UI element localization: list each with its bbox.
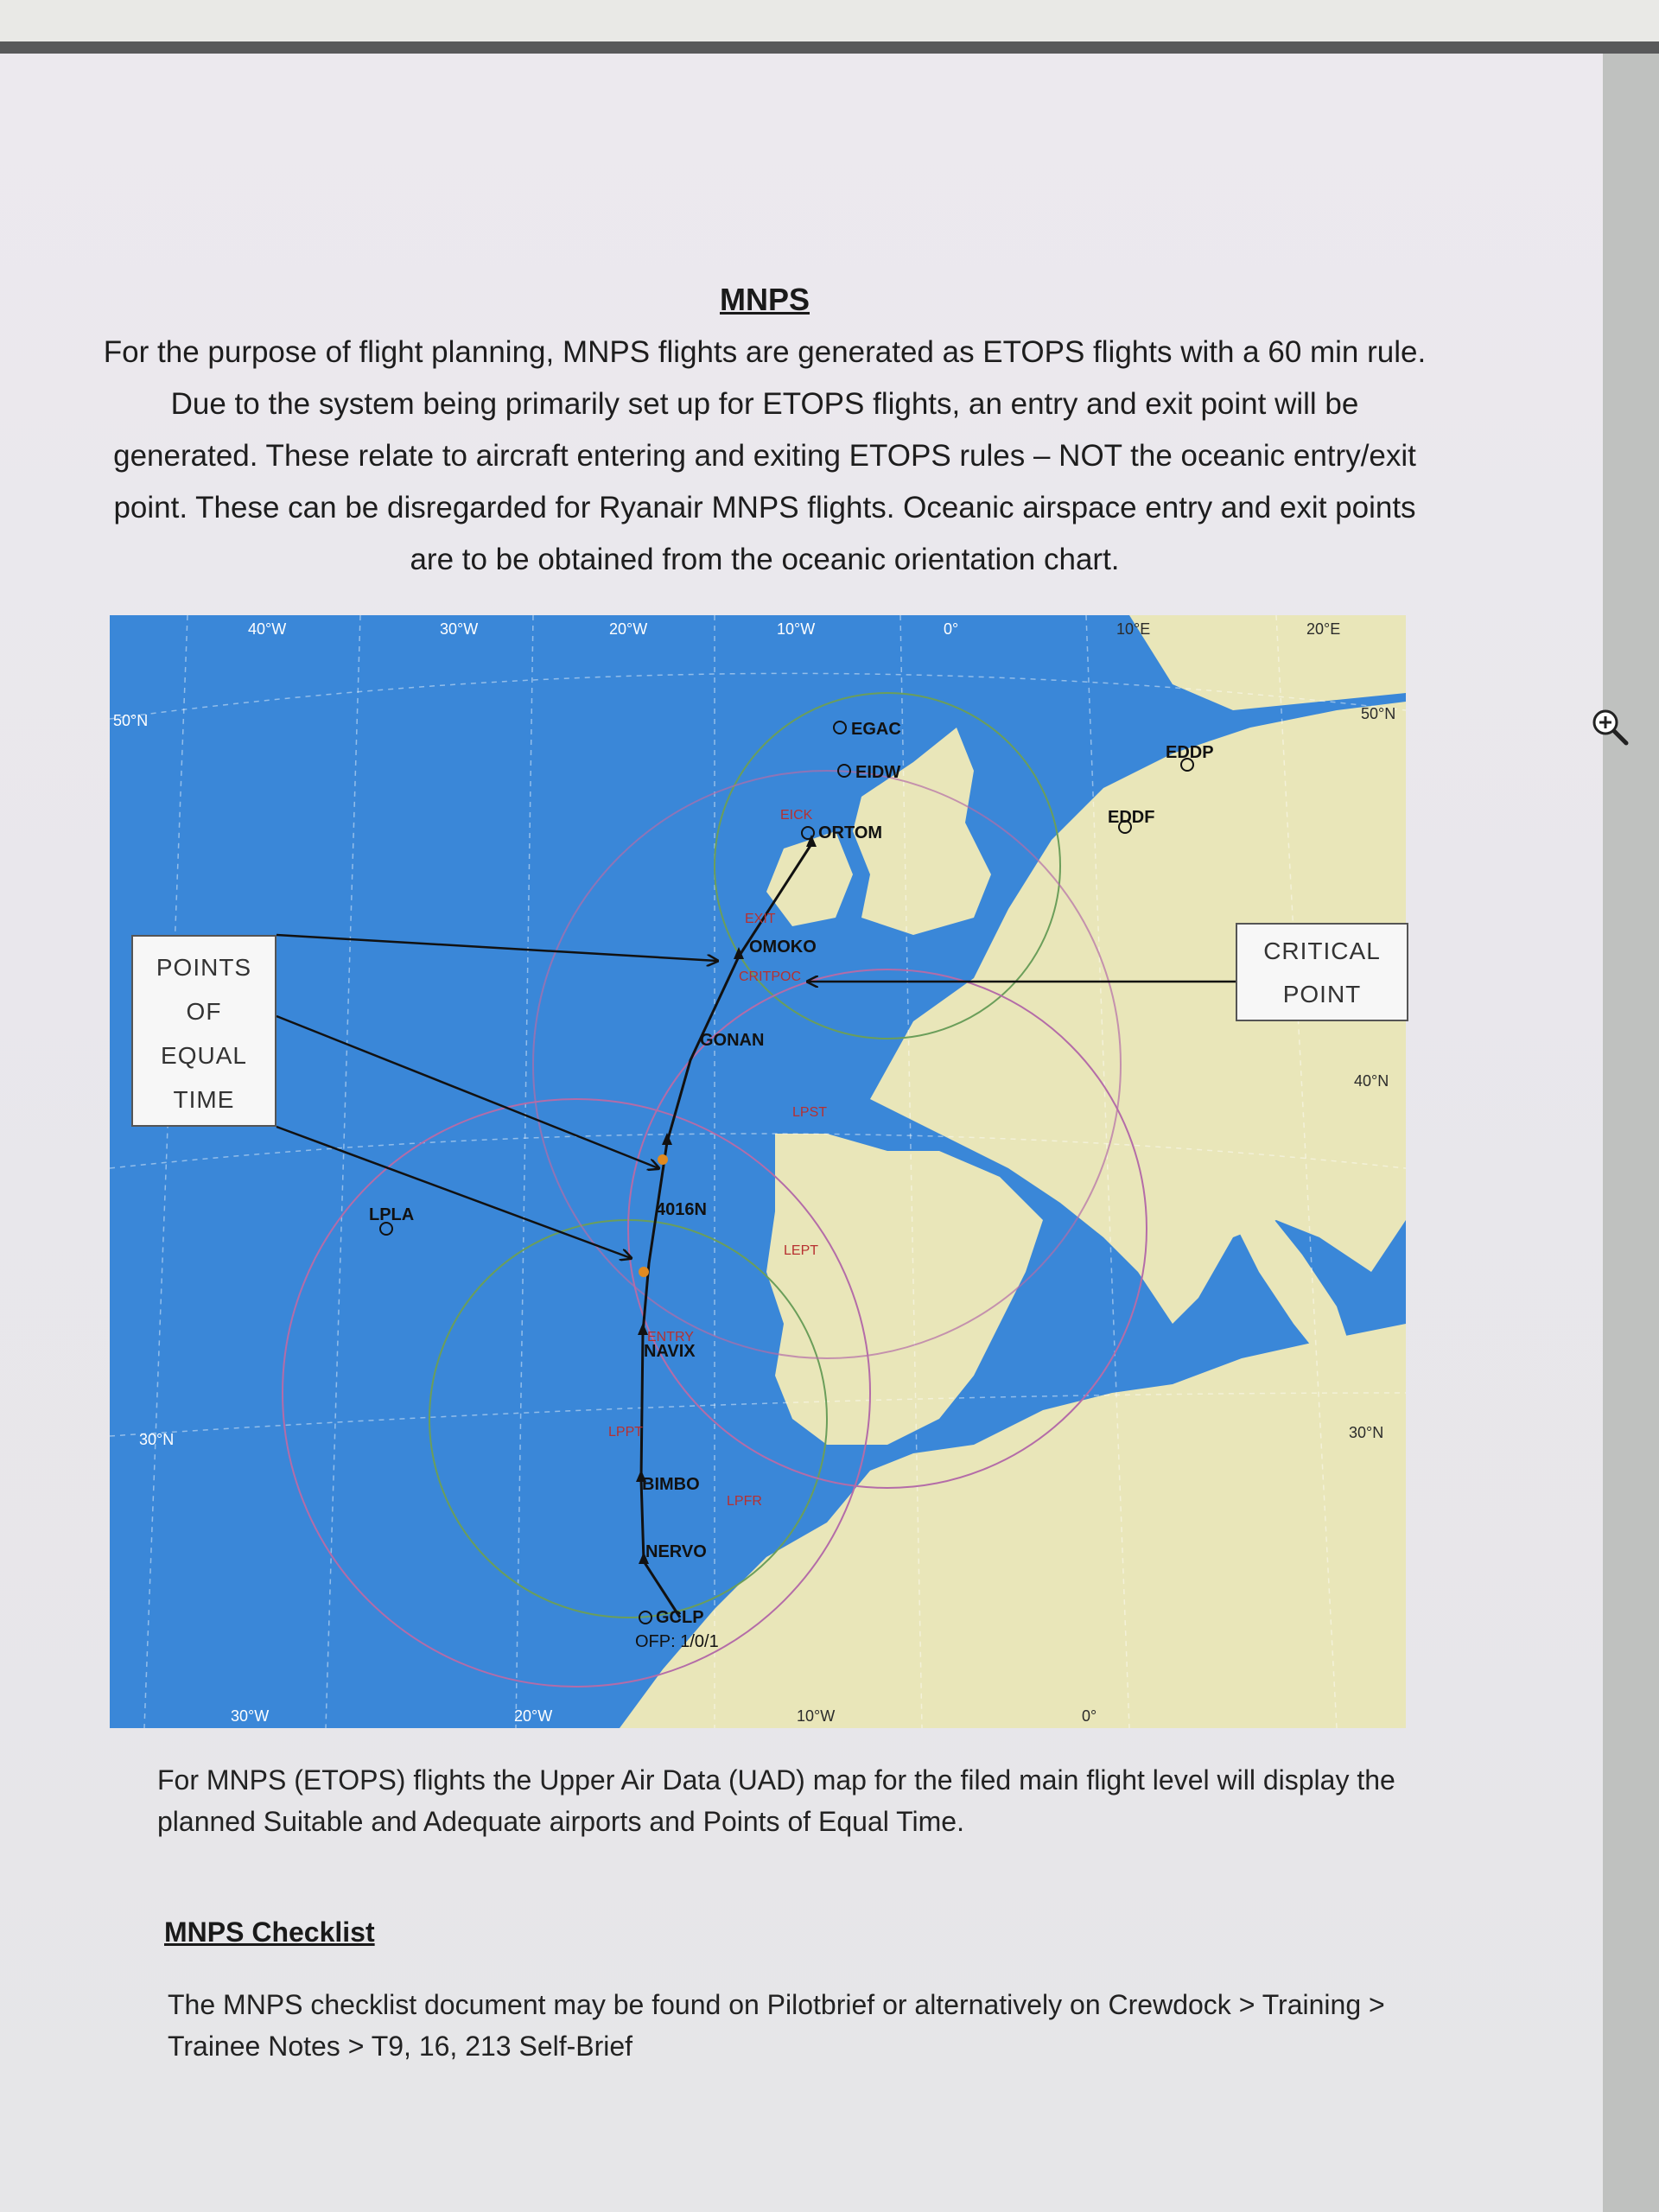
callout-line: OF [186,998,222,1025]
points-of-equal-time-callout [131,935,276,1127]
lon-label-bottom: 20°W [514,1707,553,1725]
airport-lppt-label: LPPT [608,1425,644,1440]
lon-label-top: 40°W [248,620,287,638]
ofp-label: OFP: 1/0/1 [635,1632,719,1651]
waypoint-entry-label: ENTRY [647,1330,694,1344]
lat-label-right: 50°N [1361,705,1396,722]
waypoint-omoko-label: OMOKO [749,938,817,957]
checklist-paragraph: The MNPS checklist document may be found on Pilotbrief or alternatively on Crewdock > Training > Trainee Notes > T9, 16, 213 Self-Brief [168,1989,1385,2062]
map-caption: For MNPS (ETOPS) flights the Upper Air Data (UAD) map for the filed main flight level will display the planned Suitable and Adequate airports and Points of Equal Time. [157,1764,1395,1837]
lon-label-top: 10°W [777,620,816,638]
poet-2-marker [639,1267,649,1277]
airport-gclp-label: GCLP [656,1608,704,1627]
lon-label-top: 20°E [1306,620,1341,638]
waypoint-exit-label: EXIT [745,912,776,926]
document-margin [1603,54,1659,2212]
lat-label-right: 40°N [1354,1072,1389,1090]
waypoint-eidw-label: EIDW [855,763,901,782]
lon-label-top: 0° [944,620,959,638]
lon-label-top: 10°E [1116,620,1151,638]
airport-eddf-label: EDDF [1108,808,1155,827]
lon-label-bottom: 30°W [231,1707,270,1725]
lon-label-top: 20°W [609,620,648,638]
window-frame-border [0,41,1659,54]
lat-label-left: 30°N [139,1431,175,1448]
waypoint-nervo-label: NERVO [645,1542,707,1561]
zoom-in-icon[interactable] [1590,707,1630,747]
airport-lpla-label: LPLA [369,1205,415,1224]
lat-label-left: 50°N [113,712,149,729]
lon-label-bottom: 0° [1082,1707,1097,1725]
callout-line: POINTS [156,954,252,981]
uad-route-map [110,615,1406,1728]
critical-point-callout [1236,923,1408,1021]
airport-eick-label: EICK [780,808,813,823]
waypoint-ortom-label: ORTOM [818,823,883,842]
lon-label-bottom: 10°W [797,1707,836,1725]
waypoint-egac-label: EGAC [851,720,901,739]
critical-point-label: CRITPOC [739,969,801,984]
airport-lpfr-label: LPFR [727,1494,762,1509]
callout-line: POINT [1282,981,1362,1007]
callout-line: TIME [173,1086,235,1113]
lon-label-top: 30°W [440,620,479,638]
airport-lept-label: LEPT [784,1243,819,1258]
poet-1-marker [658,1154,668,1165]
waypoint-gonan-label: GONAN [700,1031,765,1050]
airport-eddp-label: EDDP [1166,743,1214,762]
intro-paragraph: For the purpose of flight planning, MNPS flights are generated as ETOPS flights with a 60 min rule. Due to the system being primarily set up for ETOPS flights, an entry and exit point will be generated. These relate to aircraft entering and exiting ETOPS rules – NOT the oceanic entry/exit point. These can be disregarded for Ryanair MNPS flights. Oceanic airspace entry and exit points are to be obtained from the oceanic orientation chart. [103,335,1427,576]
callout-line: EQUAL [161,1042,247,1069]
callout-line: CRITICAL [1263,938,1381,964]
lat-label-right: 30°N [1349,1424,1384,1441]
checklist-heading: MNPS Checklist [164,1916,375,1948]
document-title: MNPS [719,282,810,317]
airport-lpst-label: LPST [792,1105,828,1120]
waypoint-4016n-label: 4016N [656,1200,707,1219]
waypoint-bimbo-label: BIMBO [642,1475,700,1494]
waypoint-navix-label: NAVIX [644,1342,696,1361]
